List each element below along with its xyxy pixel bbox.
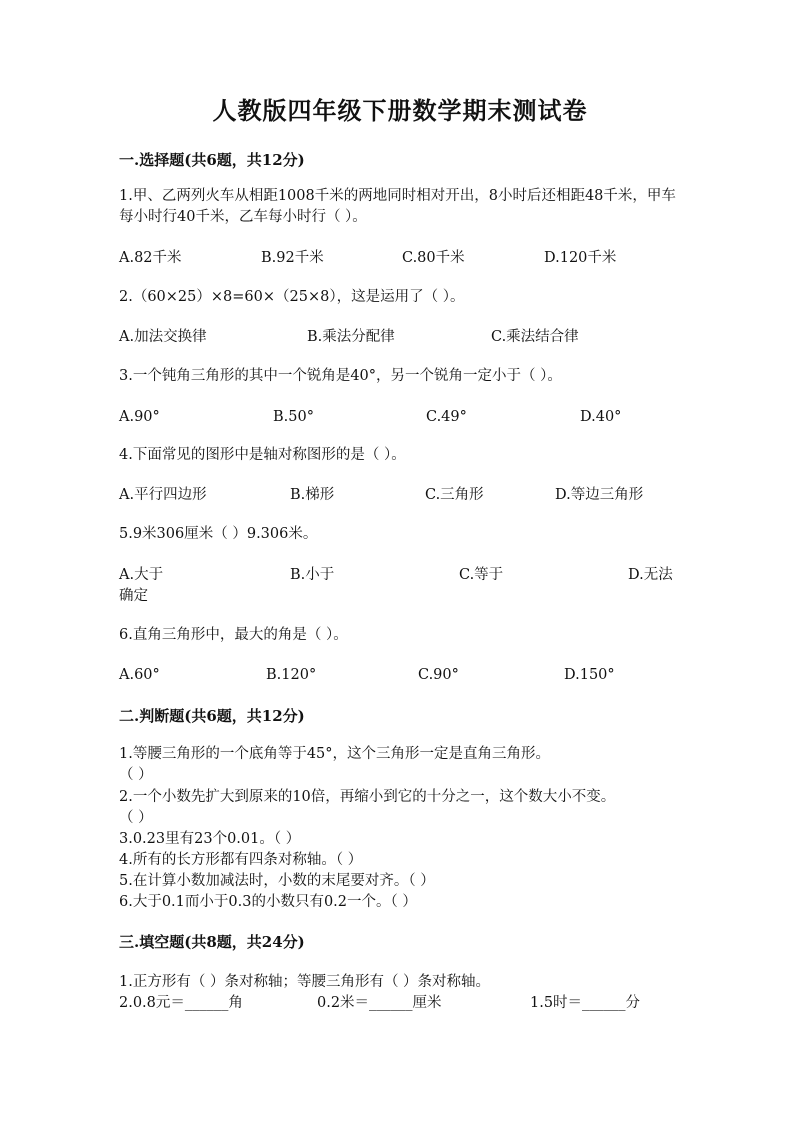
fill-blank-part-2: 0.2米＝______厘米 [317, 995, 442, 1011]
option-d: D.150° [564, 667, 615, 683]
choice-question-4: 4.下面常见的图形中是轴对称图形的是（ ）。 [119, 447, 406, 463]
option-b: B.92千米 [261, 250, 324, 266]
option-b: B.乘法分配律 [307, 329, 395, 345]
choice-question-3: 3.一个钝角三角形的其中一个锐角是40°，另一个锐角一定小于（ ）。 [119, 368, 562, 384]
fill-question-1: 1.正方形有（ ）条对称轴；等腰三角形有（ ）条对称轴。 [119, 974, 491, 990]
judge-question-2: 2.一个小数先扩大到原来的10倍，再缩小到它的十分之一，这个数大小不变。 [119, 789, 616, 805]
judge-question-1: 1.等腰三角形的一个底角等于45°，这个三角形一定是直角三角形。 [119, 746, 551, 762]
choice-question-5: 5.9米306厘米（ ）9.306米。 [119, 526, 318, 542]
fill-blank-part-1: 2.0.8元＝______角 [119, 995, 243, 1011]
choice-question-6: 6.直角三角形中，最大的角是（ ）。 [119, 627, 348, 643]
option-c: C.80千米 [402, 250, 465, 266]
option-d: D.120千米 [544, 250, 617, 266]
option-d-continuation: 确定 [119, 588, 148, 604]
judge-answer-blank-1: （ ） [119, 767, 153, 783]
option-b: B.梯形 [290, 487, 335, 503]
option-d: D.等边三角形 [555, 487, 644, 503]
option-a: A.加法交换律 [119, 329, 207, 345]
option-c: C.90° [418, 667, 459, 683]
option-a: A.82千米 [119, 250, 182, 266]
section-heading-fill: 三.填空题(共8题，共24分) [119, 933, 305, 951]
judge-question-6: 6.大于0.1而小于0.3的小数只有0.2一个。（ ） [119, 894, 417, 910]
choice-question-1: 1.甲、乙两列火车从相距1008千米的两地同时相对开出，8小时后还相距48千米，甲车每小时行40千米，乙车每小时行（ ）。 [119, 188, 676, 225]
option-b: B.小于 [290, 567, 335, 583]
option-a: A.大于 [119, 567, 164, 583]
judge-question-4: 4.所有的长方形都有四条对称轴。（ ） [119, 852, 363, 868]
option-d: D.40° [580, 409, 622, 425]
fill-blank-part-3: 1.5时＝______分 [530, 995, 641, 1011]
option-d: D.无法 [628, 567, 673, 583]
option-c: C.等于 [459, 567, 504, 583]
option-c: C.49° [426, 409, 467, 425]
option-a: A.90° [119, 409, 160, 425]
section-heading-choice: 一.选择题(共6题，共12分) [119, 151, 305, 169]
option-b: B.50° [273, 409, 314, 425]
option-a: A.平行四边形 [119, 487, 207, 503]
judge-answer-blank-2: （ ） [119, 810, 153, 826]
option-a: A.60° [119, 667, 160, 683]
option-b: B.120° [266, 667, 317, 683]
judge-question-3: 3.0.23里有23个0.01。（ ） [119, 831, 301, 847]
judge-question-5: 5.在计算小数加减法时，小数的末尾要对齐。（ ） [119, 873, 435, 889]
option-c: C.三角形 [425, 487, 484, 503]
option-c: C.乘法结合律 [491, 329, 579, 345]
section-heading-judge: 二.判断题(共6题，共12分) [119, 707, 305, 725]
page-title: 人教版四年级下册数学期末测试卷 [212, 96, 588, 125]
choice-question-2: 2.（60×25）×8=60×（25×8），这是运用了（ ）。 [119, 289, 465, 305]
